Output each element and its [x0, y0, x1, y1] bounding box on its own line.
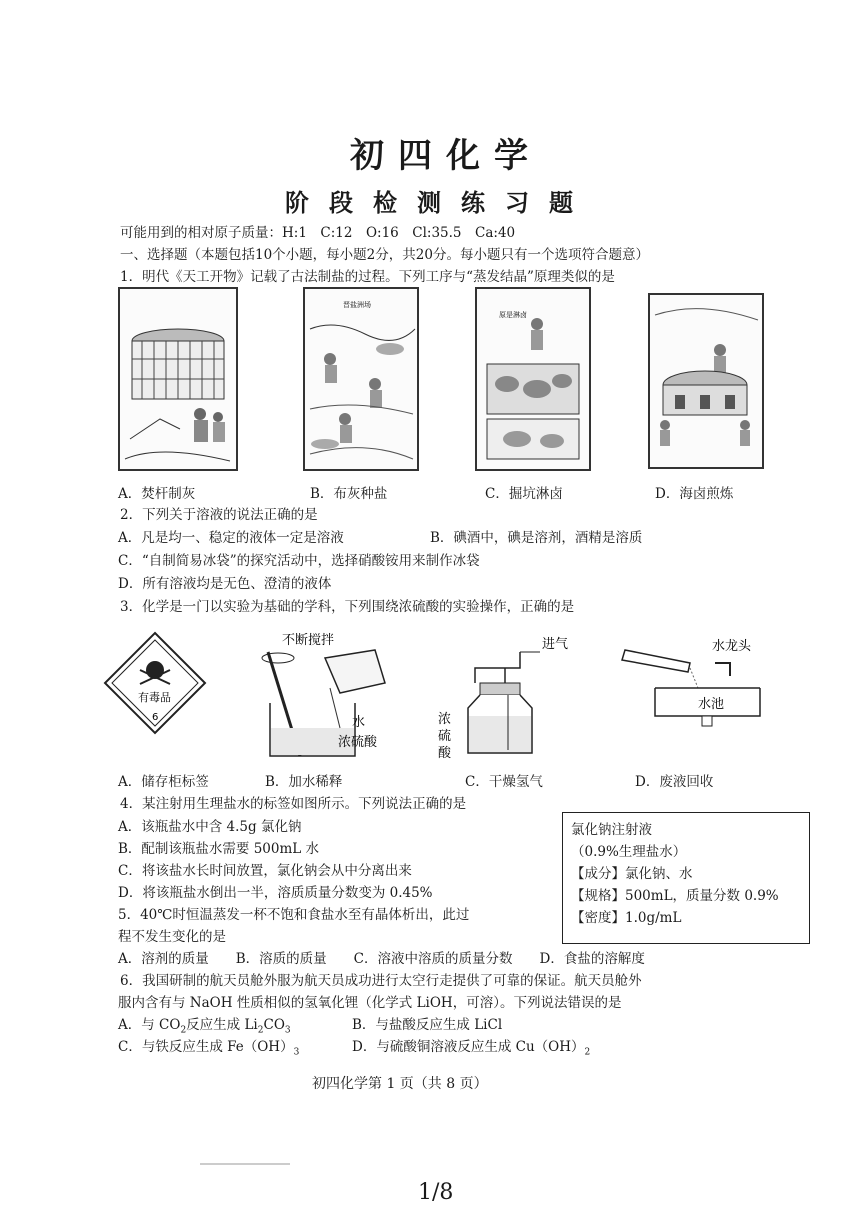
q3-option-d: D．废液回收 [635, 774, 714, 790]
q1-picture-d [648, 293, 764, 469]
q6-option-b: B．与盐酸反应生成 LiCl [352, 1017, 503, 1033]
q3-diagrams [100, 628, 780, 763]
q3-diagram-d [622, 638, 760, 726]
saline-label-line3: 【成分】氯化钠、水 [571, 866, 693, 882]
q1-pic-c-caption: 原是淋卤 [499, 311, 527, 319]
q3-option-c: C．干燥氢气 [465, 774, 543, 790]
q2-option-c: C．“自制简易冰袋”的探究活动中，选择硝酸铵用来制作冰袋 [118, 553, 480, 569]
q6-option-a: A．与 $CO_2$反应生成 $Li_2CO_3$ [118, 1017, 291, 1036]
page-subtitle: 阶段检测练习题 [285, 188, 593, 217]
q2-option-d: D．所有溶液均是无色、澄清的液体 [118, 576, 332, 592]
q3-acid-v2: 硫 [438, 729, 452, 744]
q3-poison-text: 有毒品 [138, 691, 171, 704]
q3-diagram-a [105, 633, 205, 733]
page-title: 初四化学 [350, 136, 542, 176]
page-footer: 初四化学第 1 页（共 8 页） [312, 1076, 488, 1092]
q3-six-text: 6 [152, 712, 159, 723]
q3-acid-v3: 酸 [438, 746, 452, 761]
q4-option-d: D．将该瓶盐水倒出一半，溶质质量分数变为 0.45% [118, 885, 433, 901]
section-heading: 一、选择题（本题包括10个小题，每小题2分，共20分。每小题只有一个选项符合题意） [120, 247, 649, 263]
q5-stem-line2: 程不发生变化的是 [118, 929, 226, 945]
q1-pic-b-caption: 晋盐洲场 [343, 301, 371, 309]
saline-label-line2: （0.9%生理盐水） [571, 844, 687, 860]
q6-stem-line1: 6．我国研制的航天员舱外服为航天员成功进行太空行走提供了可靠的保证。航天员舱外 [120, 973, 642, 989]
q3-tap-text: 水龙头 [712, 639, 752, 654]
q3-acid-text: 浓硫酸 [338, 735, 378, 750]
scan-mark [200, 1163, 290, 1165]
q1-picture-a [118, 287, 238, 471]
q1-option-c: C．掘坑淋卤 [485, 486, 563, 502]
q3-diagram-b [262, 632, 385, 756]
q6-stem-line2: 服内含有与 NaOH 性质相似的氢氧化锂（化学式 LiOH，可溶）。下列说法错误的是 [118, 995, 622, 1011]
saline-label-line1: 氯化钠注射液 [571, 822, 652, 838]
q3-diagram-c [438, 636, 568, 761]
q5-stem-line1: 5．40℃时恒温蒸发一杯不饱和食盐水至有晶体析出，此过 [118, 907, 470, 923]
q3-acid-v1: 浓 [438, 712, 452, 727]
q3-option-a: A．储存柜标签 [118, 774, 209, 790]
q2-option-a: A．凡是均一、稳定的液体一定是溶液 [118, 530, 344, 546]
q3-gasin-text: 进气 [542, 637, 569, 652]
saline-label-line4: 【规格】500mL，质量分数 0.9% [571, 888, 779, 904]
saline-label-line5: 【密度】1.0g/mL [571, 910, 682, 926]
q3-sink-text: 水池 [698, 697, 725, 712]
q3-stem: 3．化学是一门以实验为基础的学科，下列围绕浓硫酸的实验操作，正确的是 [120, 599, 575, 615]
q1-picture-b [303, 287, 419, 471]
q6-option-d: D．与硫酸铜溶液反应生成 $Cu(OH)_2$ [352, 1039, 591, 1058]
q1-option-b: B．布灰种盐 [310, 486, 388, 502]
q1-stem: 1．明代《天工开物》记载了古法制盐的过程。下列工序与“蒸发结晶”原理类似的是 [120, 269, 615, 285]
q4-option-b: B．配制该瓶盐水需要 500mL 水 [118, 841, 320, 857]
q2-option-b: B．碘酒中，碘是溶剂，酒精是溶质 [430, 530, 643, 546]
q1-option-a: A．焚杆制灰 [118, 486, 196, 502]
q4-option-c: C．将该盐水长时间放置，氯化钠会从中分离出来 [118, 863, 412, 879]
q4-stem: 4．某注射用生理盐水的标签如图所示。下列说法正确的是 [120, 796, 467, 812]
q1-picture-c [475, 287, 591, 471]
saline-label-box [562, 812, 810, 944]
q2-stem: 2．下列关于溶液的说法正确的是 [120, 507, 318, 523]
q3-option-b: B．加水稀释 [265, 774, 343, 790]
q3-water-text: 水 [352, 715, 366, 730]
atomic-masses: 可能用到的相对原子质量：H:1 C:12 O:16 Cl:35.5 Ca:40 [120, 225, 516, 241]
page-number: 1/8 [418, 1180, 454, 1205]
q6-option-c: C．与铁反应生成 $Fe(OH)_3$ [118, 1039, 300, 1058]
q4-option-a: A．该瓶盐水中含 4.5g 氯化钠 [118, 819, 302, 835]
q5-options: A．溶剂的质量 B．溶质的质量 C．溶液中溶质的质量分数 D．食盐的溶解度 [118, 951, 645, 967]
q3-stir-text: 不断搅拌 [282, 633, 335, 648]
q1-option-d: D．海卤煎炼 [655, 486, 734, 502]
